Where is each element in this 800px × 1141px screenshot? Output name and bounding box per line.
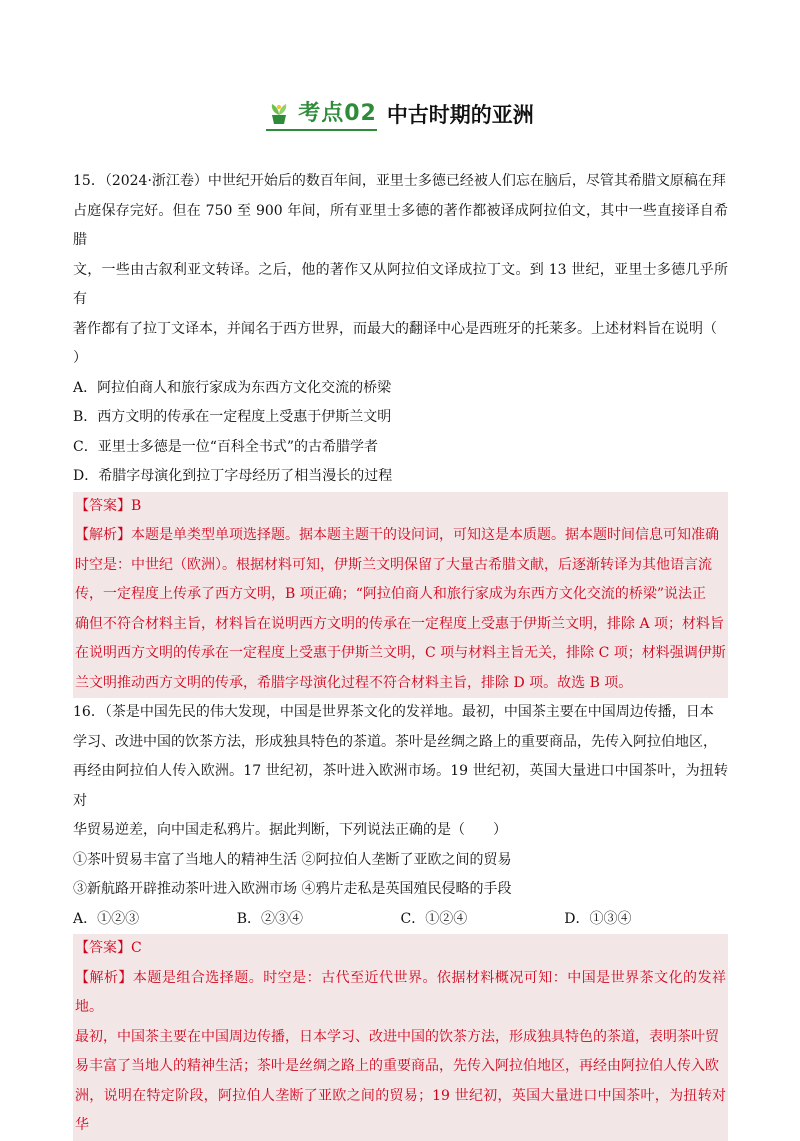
- q15-stem-line: 15．（2024·浙江卷）中世纪开始后的数百年间，亚里士多德已经被人们忘在脑后，尽管其希腊文原稿在拜: [73, 173, 726, 189]
- q15-analysis-line: 在说明西方文明的传承在一定程度上受惠于伊斯兰文明，C 项与材料主旨无关，排除 C 项；材料强调伊斯: [75, 645, 726, 661]
- q16-stem-line: 再经由阿拉伯人传入欧洲。17 世纪初，茶叶进入欧洲市场。19 世纪初，英国大量进口中国茶叶，为扭转对: [73, 763, 728, 809]
- q16-analysis-line: 最初，中国茶主要在中国周边传播，日本学习、改进中国的饮茶方法，形成独具特色的茶道，表明茶叶贸: [75, 1028, 719, 1045]
- q16-stem-line: 学习、改进中国的饮茶方法，形成独具特色的茶道。茶叶是丝绸之路上的重要商品，先传入阿拉伯地区，: [73, 733, 717, 750]
- q15-option-b: B．西方文明的传承在一定程度上受惠于伊斯兰文明: [73, 409, 392, 425]
- q15-answer: 【答案】B: [75, 497, 142, 514]
- q15-stem-line: ）: [73, 350, 87, 366]
- q16-analysis-line: 【解析】本题是组合选择题。时空是：古代至近代世界。依据材料概况可知：中国是世界茶文化的发祥地。: [75, 969, 726, 1015]
- q16-stem-line: 16．（茶是中国先民的伟大发现，中国是世界茶文化的发祥地。最初，中国茶主要在中国周边传播，日本: [73, 704, 714, 720]
- q15-analysis-line: 【解析】本题是单类型单项选择题。据本题主题干的设问词，可知这是本质题。据本题时间信息可知准确: [75, 527, 719, 543]
- section-heading: [0, 96, 800, 131]
- q15-analysis-line: 时空是：中世纪（欧洲）。根据材料可知，伊斯兰文明保留了大量古希腊文献，后逐渐转译为其他语言流: [75, 556, 712, 573]
- q16-analysis-line: 易丰富了当地人的精神生活；茶叶是丝绸之路上的重要商品，先传入阿拉伯地区，再经由阿拉伯人传入欧: [75, 1058, 719, 1074]
- question-15: [73, 167, 728, 1141]
- q16-statement-line: ③新航路开辟推动茶叶进入欧洲市场 ④鸦片走私是英国殖民侵略的手段: [73, 881, 512, 897]
- q16-analysis-line: 洲，说明在特定阶段，阿拉伯人垄断了亚欧之间的贸易；19 世纪初，英国大量进口中国茶叶，为扭转对华: [75, 1087, 726, 1133]
- q16-stem-line: 华贸易逆差，向中国走私鸦片。据此判断，下列说法正确的是（ ）: [73, 822, 507, 838]
- section-badge-label: 考点02: [298, 101, 377, 126]
- q15-analysis-line: 确但不符合材料主旨，材料旨在说明西方文明的传承在一定程度上受惠于伊斯兰文明，排除 A 项；材料旨: [75, 615, 725, 632]
- q15-stem-line: 文，一些由古叙利亚文转译。之后，他的著作又从阿拉伯文译成拉丁文。到 13 世纪，亚里士多德几乎所有: [73, 261, 728, 307]
- q16-option-a: A．①②③: [73, 910, 140, 927]
- q15-stem-line: 著作都有了拉丁文译本，并闻名于西方世界，而最大的翻译中心是西班牙的托莱多。上述材料旨在说明（: [73, 320, 717, 337]
- q15-stem-line: 占庭保存完好。但在 750 至 900 年间，所有亚里士多德的著作都被译成阿拉伯文，其中一些直接译自希腊: [73, 202, 728, 248]
- q16-option-d: D．①③④: [564, 910, 632, 927]
- leaf-pot-icon: [266, 101, 292, 127]
- q16-answer-box: [73, 934, 728, 1141]
- section-title: 中古时期的亚洲: [386, 103, 534, 127]
- q15-option-a: A．阿拉伯商人和旅行家成为东西方文化交流的桥梁: [73, 379, 392, 396]
- q16-options: [73, 905, 728, 935]
- q15-option-d: D．希腊字母演化到拉丁字母经历了相当漫长的过程: [73, 468, 393, 484]
- q15-answer-box: [73, 492, 728, 699]
- q15-analysis-line: 兰文明推动西方文明的传承，希腊字母演化过程不符合材料主旨，排除 D 项。故选 B 项。: [75, 674, 633, 691]
- section-badge: [266, 96, 377, 131]
- q16-option-c: C．①②④: [400, 910, 468, 927]
- q16-answer: 【答案】C: [75, 940, 142, 956]
- q16-statement-line: ①茶叶贸易丰富了当地人的精神生活 ②阿拉伯人垄断了亚欧之间的贸易: [73, 851, 512, 868]
- q16-option-b: B．②③④: [236, 910, 304, 927]
- q15-analysis-line: 传，一定程度上传承了西方文明，B 项正确；“阿拉伯商人和旅行家成为东西方文化交流的桥梁”说法正: [75, 586, 707, 602]
- q15-option-c: C．亚里士多德是一位“百科全书式”的古希腊学者: [73, 438, 379, 455]
